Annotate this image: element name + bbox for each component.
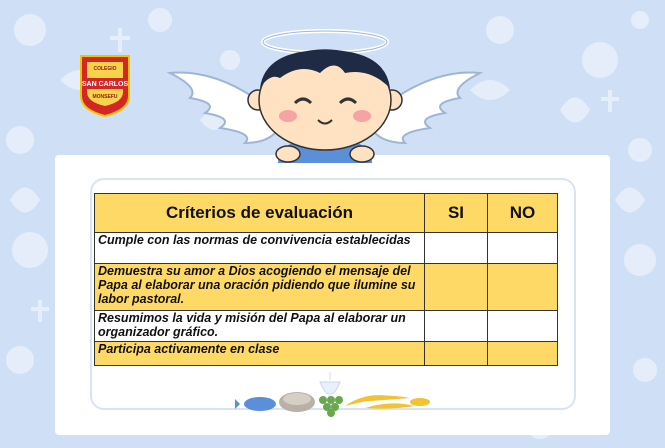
- criterion-cell: Cumple con las normas de convivencia establecidas: [95, 233, 425, 264]
- no-cell[interactable]: [488, 342, 558, 366]
- no-cell[interactable]: [488, 264, 558, 311]
- svg-text:MONSEFU: MONSEFU: [92, 94, 118, 100]
- criterion-cell: Resumimos la vida y misión del Papa al elaborar un organizador gráfico.: [95, 311, 425, 342]
- table-row: [95, 311, 558, 342]
- evaluation-table: [94, 193, 558, 366]
- header-si: SI: [425, 194, 488, 233]
- table-header-row: [95, 194, 558, 233]
- table-row: [95, 264, 558, 311]
- si-cell[interactable]: [425, 233, 488, 264]
- svg-text:COLEGIO: COLEGIO: [93, 66, 117, 72]
- fish-icon: [235, 397, 276, 411]
- criterion-cell: Demuestra su amor a Dios acogiendo el mensaje del Papa al elaborar una oración pidiendo que ilumine su labor pastoral.: [95, 264, 425, 311]
- table-row: [95, 342, 558, 366]
- si-cell[interactable]: [425, 311, 488, 342]
- no-cell[interactable]: [488, 311, 558, 342]
- bread-icon: [279, 392, 315, 412]
- eucharist-decoration: [235, 372, 435, 418]
- svg-text:SAN CARLOS: SAN CARLOS: [81, 81, 129, 88]
- table-row: [95, 233, 558, 264]
- school-logo: [79, 54, 131, 118]
- angel-illustration: [160, 28, 490, 163]
- header-no: NO: [488, 194, 558, 233]
- no-cell[interactable]: [488, 233, 558, 264]
- si-cell[interactable]: [425, 342, 488, 366]
- wheat-icon: [345, 395, 430, 409]
- si-cell[interactable]: [425, 264, 488, 311]
- criterion-cell: Participa activamente en clase: [95, 342, 425, 366]
- header-criteria: Críterios de evaluación: [95, 194, 425, 233]
